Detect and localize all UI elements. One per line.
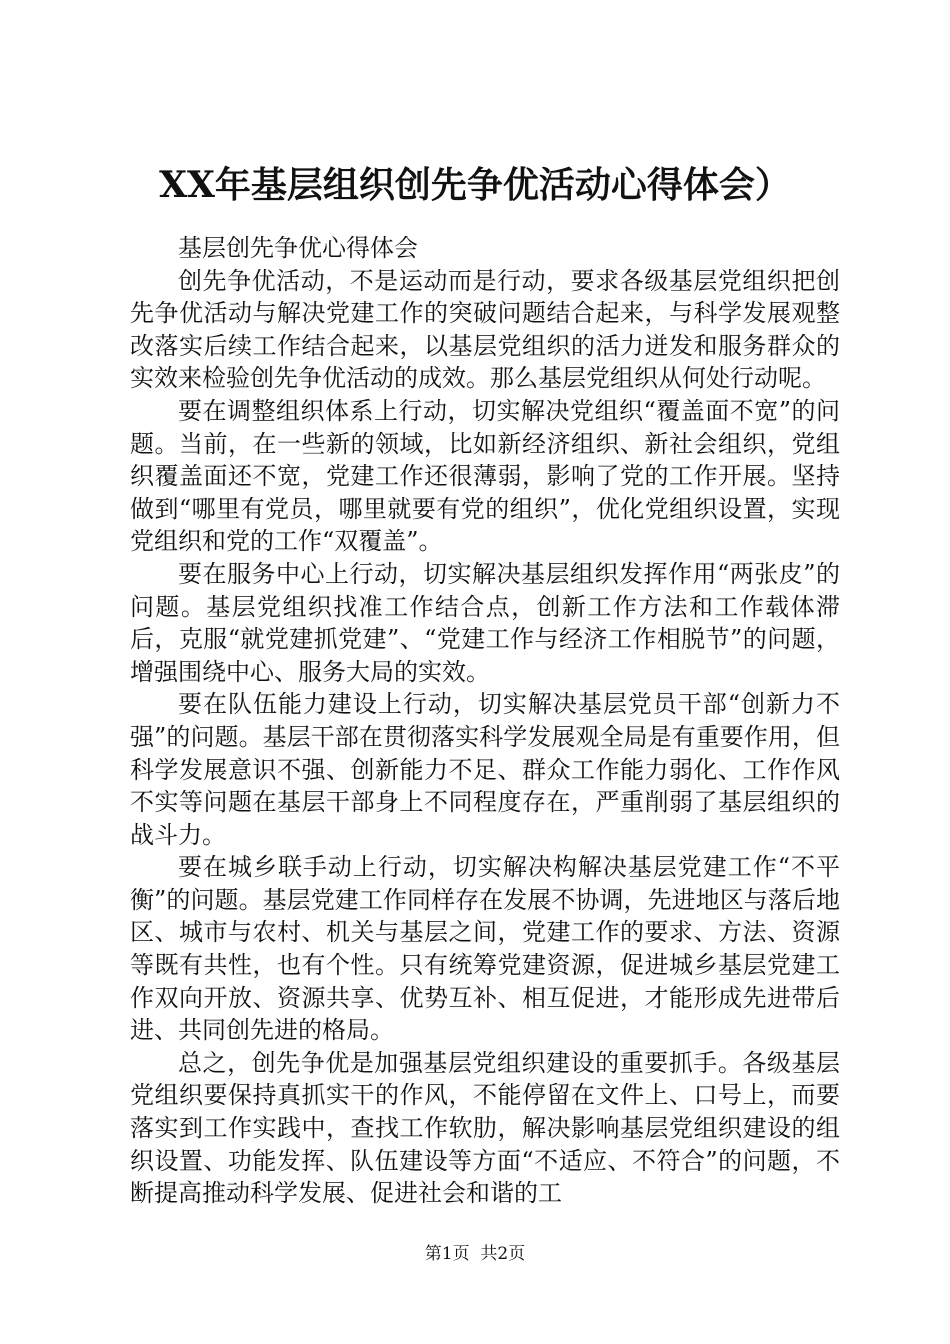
body-paragraph: 要在队伍能力建设上行动，切实解决基层党员干部“创新力不强”的问题。基层干部在贯彻落实科学发展观全局是有重要作用，但科学发展意识不强、创新能力不足、群众工作能力弱化、工作作风不实等问题在基层干部身上不同程度存在，严重削弱了基层组织的战斗力。 — [130, 690, 840, 849]
document-body — [130, 232, 840, 1210]
page-number-total: 共2页 — [480, 1244, 526, 1264]
body-paragraph: 创先争优活动，不是运动而是行动，要求各级基层党组织把创先争优活动与解决党建工作的突破问题结合起来，与科学发展观整改落实后续工作结合起来，以基层党组织的活力迸发和服务群众的实效来检验创先争优活动的成效。那么基层党组织从何处行动呢。 — [130, 266, 840, 393]
body-paragraph: 要在服务中心上行动，切实解决基层组织发挥作用“两张皮”的问题。基层党组织找准工作结合点，创新工作方法和工作载体滞后，克服“就党建抓党建”、“党建工作与经济工作相脱节”的问题，增强围绕中心、服务大局的实效。 — [130, 559, 840, 686]
page-number-current: 第1页 — [424, 1244, 470, 1264]
body-paragraph: 要在调整组织体系上行动，切实解决党组织“覆盖面不宽”的问题。当前，在一些新的领域，比如新经济组织、新社会组织，党组织覆盖面还不宽，党建工作还很薄弱，影响了党的工作开展。坚持做到“哪里有党员，哪里就要有党的组织”，优化党组织设置，实现党组织和党的工作“双覆盖”。 — [130, 396, 840, 556]
page-footer — [0, 1243, 950, 1265]
body-paragraph: 要在城乡联手动上行动，切实解决构解决基层党建工作“不平衡”的问题。基层党建工作同样存在发展不协调，先进地区与落后地区、城市与农村、机关与基层之间，党建工作的要求、方法、资源等既有共性，也有个性。只有统筹党建资源，促进城乡基层党建工作双向开放、资源共享、优势互补、相互促进，才能形成先进带后进、共同创先进的格局。 — [130, 853, 840, 1045]
document-subtitle: 基层创先争优心得体会 — [178, 234, 418, 262]
footer-spacer — [470, 1244, 481, 1264]
document-title: XX年基层组织创先争优活动心得体会） — [159, 164, 791, 206]
body-paragraph: 总之，创先争优是加强基层党组织建设的重要抓手。各级基层党组织要保持真抓实干的作风，不能停留在文件上、口号上，而要落实到工作实践中，查找工作软肋，解决影响基层党组织建设的组织设置、功能发挥、队伍建设等方面“不适应、不符合”的问题，不断提高推动科学发展、促进社会和谐的工 — [130, 1048, 840, 1208]
